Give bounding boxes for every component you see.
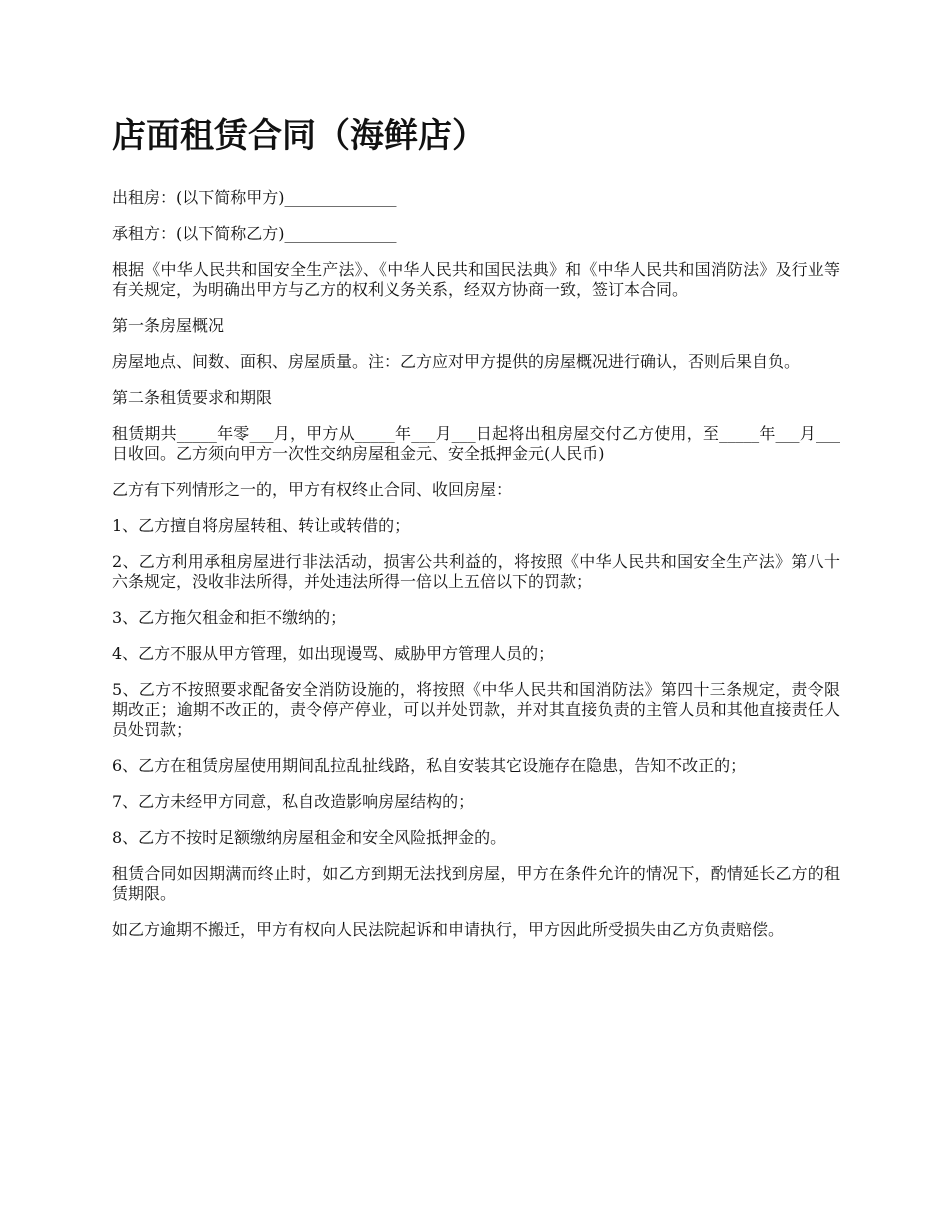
extension-paragraph: 租赁合同如因期满而终止时，如乙方到期无法找到房屋，甲方在条件允许的情况下，酌情延长乙方的租赁期限。 [112, 864, 840, 903]
article-1-heading: 第一条房屋概况 [112, 316, 225, 335]
termination-item-8: 8、乙方不按时足额缴纳房屋租金和安全风险抵押金的。 [112, 828, 507, 847]
lessee-line: 承租方：(以下简称乙方)______________ [112, 224, 397, 243]
termination-item-5: 5、乙方不按照要求配备安全消防设施的，将按照《中华人民共和国消防法》第四十三条规定，责令限期改正；逾期不改正的，责令停产停业，可以并处罚款，并对其直接负责的主管人员和其他直接责任人员处罚款； [112, 680, 840, 739]
preamble-paragraph: 根据《中华人民共和国安全生产法》、《中华人民共和国民法典》和《中华人民共和国消防法》及行业等有关规定，为明确出甲方与乙方的权利义务关系，经双方协商一致，签订本合同。 [112, 260, 840, 299]
termination-item-3: 3、乙方拖欠租金和拒不缴纳的； [112, 608, 347, 627]
termination-item-6: 6、乙方在租赁房屋使用期间乱拉乱扯线路，私自安装其它设施存在隐患，告知不改正的； [112, 756, 747, 775]
termination-item-4: 4、乙方不服从甲方管理，如出现谩骂、威胁甲方管理人员的； [112, 644, 555, 663]
document-page [112, 104, 840, 956]
lessor-line: 出租房：(以下简称甲方)______________ [112, 188, 397, 207]
article-1-body: 房屋地点、间数、面积、房屋质量。注：乙方应对甲方提供的房屋概况进行确认，否则后果自负。 [112, 352, 801, 371]
termination-item-1: 1、乙方擅自将房屋转租、转让或转借的； [112, 516, 411, 535]
article-2-heading: 第二条租赁要求和期限 [112, 388, 273, 407]
termination-item-7: 7、乙方未经甲方同意，私自改造影响房屋结构的； [112, 792, 475, 811]
termination-intro: 乙方有下列情形之一的，甲方有权终止合同、收回房屋： [112, 480, 513, 499]
lease-term-paragraph: 租赁期共_____年零___月，甲方从_____年___月___日起将出租房屋交付乙方使用，至_____年___月___日收回。乙方须向甲方一次性交纳房屋租金元、安全抵押金元(人民币) [112, 424, 840, 463]
overdue-paragraph: 如乙方逾期不搬迁，甲方有权向人民法院起诉和申请执行，甲方因此所受损失由乙方负责赔偿。 [112, 920, 785, 939]
document-title: 店面租赁合同（海鲜店） [112, 116, 486, 156]
termination-item-2: 2、乙方利用承租房屋进行非法活动，损害公共利益的，将按照《中华人民共和国安全生产法》第八十六条规定，没收非法所得，并处违法所得一倍以上五倍以下的罚款； [112, 552, 840, 591]
